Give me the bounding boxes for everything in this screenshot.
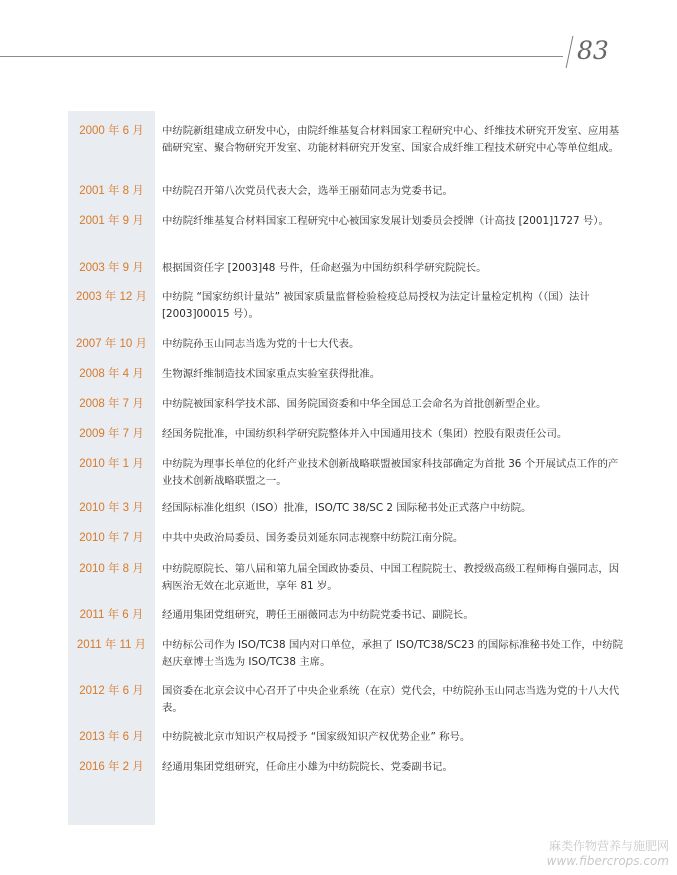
entry-text: 中纺院被国家科学技术部、国务院国资委和中华全国总工会命名为首批创新型企业。 [162, 398, 547, 410]
entry-date: 2013 年 6 月 [79, 731, 144, 743]
entry-text: 中纺院纤维基复合材料国家工程研究中心被国家发展计划委员会授牌（计高技 [2001]1727 号）。 [162, 215, 609, 227]
entry-text: 经通用集团党组研究，任命庄小雄为中纺院院长、党委副书记。 [162, 761, 453, 773]
entry-text: 生物源纤维制造技术国家重点实验室获得批准。 [162, 368, 381, 380]
watermark-text: 麻类作物营养与施肥网 [548, 839, 669, 853]
entry-date: 2003 年 12 月 [76, 291, 147, 303]
watermark [547, 839, 669, 869]
entry-date: 2012 年 6 月 [79, 685, 144, 697]
entry-text: 中纺院原院长、第八届和第九届全国政协委员、中国工程院院士、教授级高级工程师梅自强同志，因病医治无效在北京逝世，享年 81 岁。 [162, 563, 620, 592]
entry-date: 2010 年 7 月 [79, 532, 144, 544]
entry-date: 2011 年 6 月 [79, 609, 144, 621]
entry-text: 中纺院召开第八次党员代表大会，选举王丽茹同志为党委书记。 [162, 185, 453, 197]
entry-text: 根据国资任字 [2003]48 号件，任命赵强为中国纺织科学研究院院长。 [162, 262, 487, 274]
entry-text: 中纺院 “国家纺织计量站” 被国家质量监督检验检疫总局授权为法定计量检定机构（（国）法计 [2003]00015 号）。 [162, 291, 590, 320]
entry-text: 中纺院孙玉山同志当选为党的十七大代表。 [162, 338, 360, 350]
entry-date: 2008 年 4 月 [79, 368, 144, 380]
watermark-url: www.fibercrops.com [546, 854, 669, 868]
entry-date: 2001 年 8 月 [79, 185, 144, 197]
entry-date: 2010 年 8 月 [79, 563, 144, 575]
page-number: 83 [577, 36, 609, 65]
entry-date: 2010 年 1 月 [79, 458, 144, 470]
entry-date: 2001 年 9 月 [79, 215, 144, 227]
entry-date: 2016 年 2 月 [79, 761, 144, 773]
entry-date: 2000 年 6 月 [79, 125, 144, 137]
entry-text: 中纺标公司作为 ISO/TC38 国内对口单位，承担了 ISO/TC38/SC23 的国际标准秘书处工作，中纺院赵庆章博士当选为 ISO/TC38 主席。 [162, 639, 623, 668]
entry-text: 经国际标准化组织（ISO）批准，ISO/TC 38/SC 2 国际秘书处正式落户中纺院。 [162, 502, 532, 514]
entry-date: 2003 年 9 月 [79, 262, 144, 274]
entry-date: 2008 年 7 月 [79, 398, 144, 410]
entry-text: 经通用集团党组研究，聘任王丽薇同志为中纺院党委书记、副院长。 [162, 609, 474, 621]
entry-text: 中纺院为理事长单位的化纤产业技术创新战略联盟被国家科技部确定为首批 36 个开展试点工作的产业技术创新战略联盟之一。 [162, 458, 619, 487]
entry-text: 国资委在北京会议中心召开了中央企业系统（在京）党代会，中纺院孙玉山同志当选为党的十八大代表。 [162, 685, 620, 714]
entry-date: 2011 年 11 月 [76, 639, 147, 651]
entry-date: 2009 年 7 月 [79, 428, 144, 440]
entry-date: 2007 年 10 月 [76, 338, 147, 350]
entry-date: 2010 年 3 月 [79, 502, 144, 514]
entry-text: 中纺院新组建成立研发中心，由院纤维基复合材料国家工程研究中心、纤维技术研究开发室、应用基础研究室、聚合物研究开发室、功能材料研究开发室、国家合成纤维工程技术研究中心等单位组成。 [162, 125, 620, 154]
entry-text: 经国务院批准，中国纺织科学研究院整体并入中国通用技术（集团）控股有限责任公司。 [162, 428, 568, 440]
entry-text: 中共中央政治局委员、国务委员刘延东同志视察中纺院江南分院。 [162, 532, 464, 544]
entry-text: 中纺院被北京市知识产权局授予 “国家级知识产权优势企业” 称号。 [162, 731, 471, 743]
